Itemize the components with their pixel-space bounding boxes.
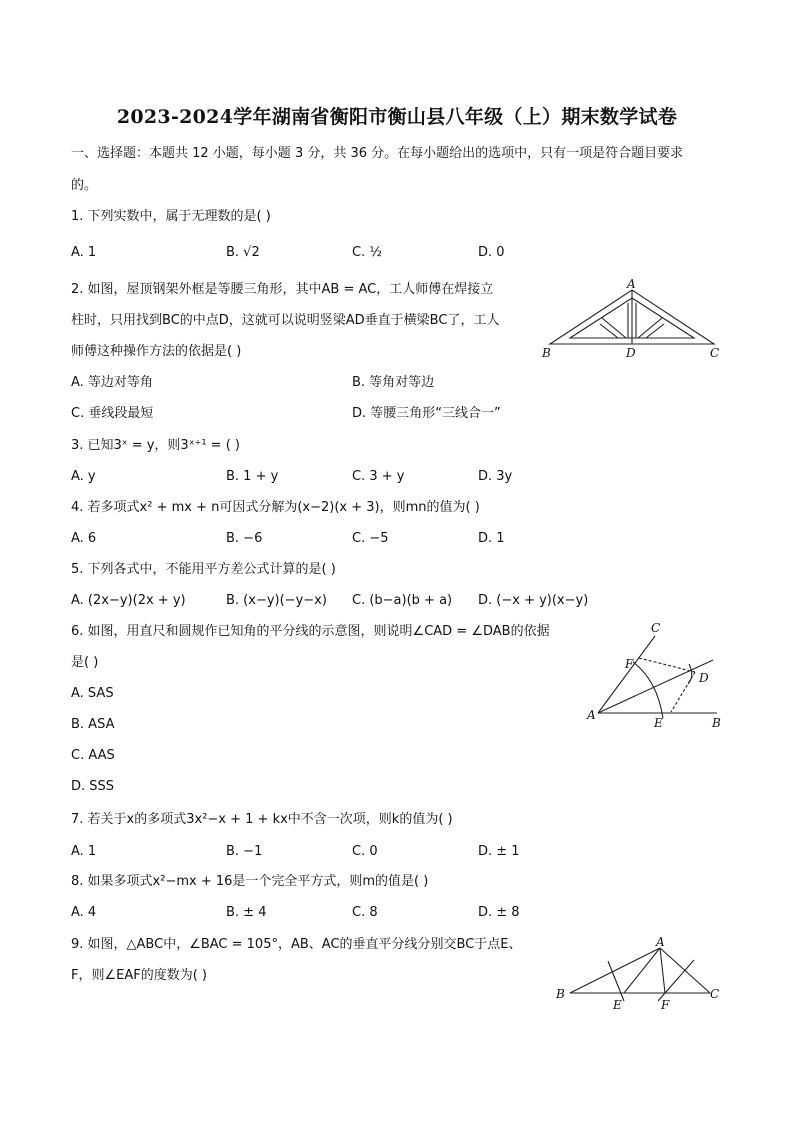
q1-option-a: A. 1 [71,245,97,260]
q4-option-b: B. −6 [226,531,263,546]
q3-option-d: D. 3y [478,469,513,484]
q6-option-c: C. AAS [71,748,115,763]
q5-stem: 5. 下列各式中，不能用平方差公式计算的是( ) [71,562,336,577]
q8-option-d: D. ± 8 [478,905,520,920]
fig-label-c: C [710,987,720,1001]
section-heading-cont: 的。 [71,178,98,193]
q9-stem-line1: 9. 如图，△ABC中，∠BAC = 105°，AB、AC的垂直平分线分别交BC于点E、 [71,937,522,952]
segment-ae [624,948,660,993]
fig-label-f: F [661,998,670,1012]
fig-label-e: E [613,998,622,1012]
fig-label-a: A [656,935,665,949]
q7-option-d: D. ± 1 [478,844,520,859]
q2-option-c: C. 垂线段最短 [71,406,154,421]
q2-stem-line1: 2. 如图，屋顶钢架外框是等腰三角形，其中AB = AC，工人师傅在焊接立 [71,282,494,297]
q5-option-d: D. (−x + y)(x−y) [478,593,589,608]
q2-stem-line3: 师傅这种操作方法的依据是( ) [71,344,242,359]
q8-stem: 8. 如果多项式x²−mx + 16是一个完全平方式，则m的值是( ) [71,874,429,889]
q8-option-a: A. 4 [71,905,97,920]
q7-option-b: B. −1 [226,844,263,859]
ray-ad [598,660,713,713]
q1-stem: 1. 下列实数中，属于无理数的是( ) [71,209,271,224]
q4-option-c: C. −5 [352,531,389,546]
segment-af [660,948,665,993]
q9-stem-line2: F，则∠EAF的度数为( ) [71,968,207,983]
fig-label-b: B [542,346,551,360]
fig-label-a: A [587,708,596,722]
segment-ab [570,948,660,993]
fig-label-a: A [627,277,636,291]
q3-option-b: B. 1 + y [226,469,279,484]
fig-label-e: E [654,716,663,730]
q8-option-b: B. ± 4 [226,905,267,920]
q7-option-c: C. 0 [352,844,378,859]
q4-option-a: A. 6 [71,531,97,546]
q2-option-a: A. 等边对等角 [71,375,153,390]
fig-label-b: B [556,987,565,1001]
q6-stem-line1: 6. 如图，用直尺和圆规作已知角的平分线的示意图，则说明∠CAD = ∠DAB的依据 [71,624,550,639]
q1-option-b: B. √2 [226,245,260,260]
q9-triangle-figure [552,935,727,1015]
q5-option-c: C. (b−a)(b + a) [352,593,453,608]
ray-ac [598,636,655,713]
q1-option-d: D. 0 [478,245,505,260]
q4-stem: 4. 若多项式x² + mx + n可因式分解为(x−2)(x + 3)，则mn的值为( ) [71,500,480,515]
q6-angle-bisector-figure [585,620,725,735]
fig-label-d: D [626,346,636,360]
q1-option-c: C. ½ [352,245,382,260]
page-title: 2023-2024学年湖南省衡阳市衡山县八年级（上）期末数学试卷 [116,106,678,128]
fig-label-c: C [710,346,720,360]
q8-option-c: C. 8 [352,905,378,920]
q7-stem: 7. 若关于x的多项式3x²−x + 1 + kx中不含一次项，则k的值为( ) [71,812,453,827]
q6-option-a: A. SAS [71,686,114,701]
fig-label-f: F [625,657,634,671]
q6-stem-line2: 是( ) [71,655,99,670]
q2-option-b: B. 等角对等边 [352,375,435,390]
q2-stem-line2: 柱时，只用找到BC的中点D，这就可以说明竖梁AD垂直于横梁BC了，工人 [71,313,500,328]
q3-option-c: C. 3 + y [352,469,405,484]
q5-option-b: B. (x−y)(−y−x) [226,593,327,608]
q5-option-a: A. (2x−y)(2x + y) [71,593,186,608]
q3-stem: 3. 已知3ˣ = y，则3ˣ⁺¹ = ( ) [71,438,240,453]
q2-roof-truss-figure [540,278,725,363]
fig-label-d: D [699,671,709,685]
q4-option-d: D. 1 [478,531,505,546]
fig-label-b: B [712,716,721,730]
q3-option-a: A. y [71,469,96,484]
q6-option-b: B. ASA [71,717,115,732]
q7-option-a: A. 1 [71,844,97,859]
q6-option-d: D. SSS [71,779,115,794]
q2-option-d: D. 等腰三角形“三线合一” [352,406,501,421]
section-heading: 一、选择题：本题共 12 小题，每小题 3 分，共 36 分。在每小题给出的选项中，只有一项是符合题目要求 [71,146,684,161]
fig-label-c: C [651,621,661,635]
